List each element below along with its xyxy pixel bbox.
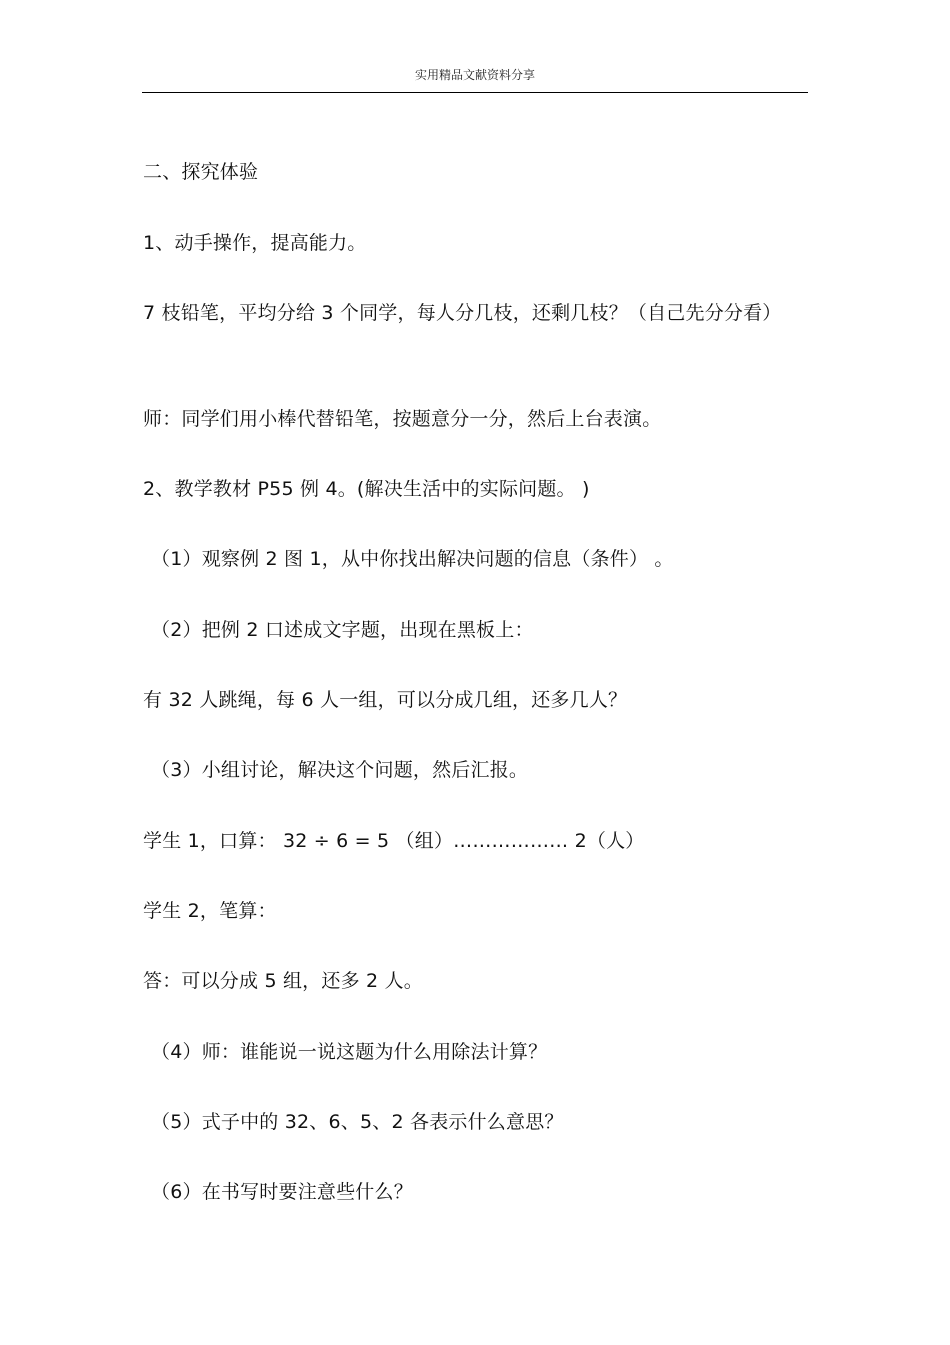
question-5: （5）式子中的 32、6、5、2 各表示什么意思？ xyxy=(151,1111,564,1133)
question-4: （4）师：谁能说一说这题为什么用除法计算？ xyxy=(151,1041,548,1063)
page-header xyxy=(142,62,808,93)
item1-teacher-instruction: 师：同学们用小棒代替铅笔，按题意分一分，然后上台表演。 xyxy=(143,408,662,430)
item1-problem: 7 枝铅笔，平均分给 3 个同学，每人分几枝，还剩几枝？（自己先分分看） xyxy=(143,302,782,324)
answer: 答：可以分成 5 组，还多 2 人。 xyxy=(143,970,423,992)
item2-title: 2、教学教材 P55 例 4。(解决生活中的实际问题。 ) xyxy=(143,478,590,500)
student-2-written-calculation: 学生 2，笔算： xyxy=(143,900,277,922)
question-3: （3）小组讨论，解决这个问题，然后汇报。 xyxy=(151,759,529,781)
word-problem: 有 32 人跳绳，每 6 人一组，可以分成几组，还多几人？ xyxy=(143,689,628,711)
item1-title: 1、动手操作，提高能力。 xyxy=(143,232,367,254)
question-1: （1）观察例 2 图 1，从中你找出解决问题的信息（条件） 。 xyxy=(151,548,674,570)
header-title: 实用精品文献资料分享 xyxy=(414,68,535,82)
student-1-oral-calculation: 学生 1，口算： 32 ÷ 6 = 5 （组）……………… 2（人） xyxy=(143,830,645,852)
question-6: （6）在书写时要注意些什么？ xyxy=(151,1181,413,1203)
section-heading: 二、探究体验 xyxy=(143,161,259,183)
question-2: （2）把例 2 口述成文字题，出现在黑板上： xyxy=(151,619,534,641)
